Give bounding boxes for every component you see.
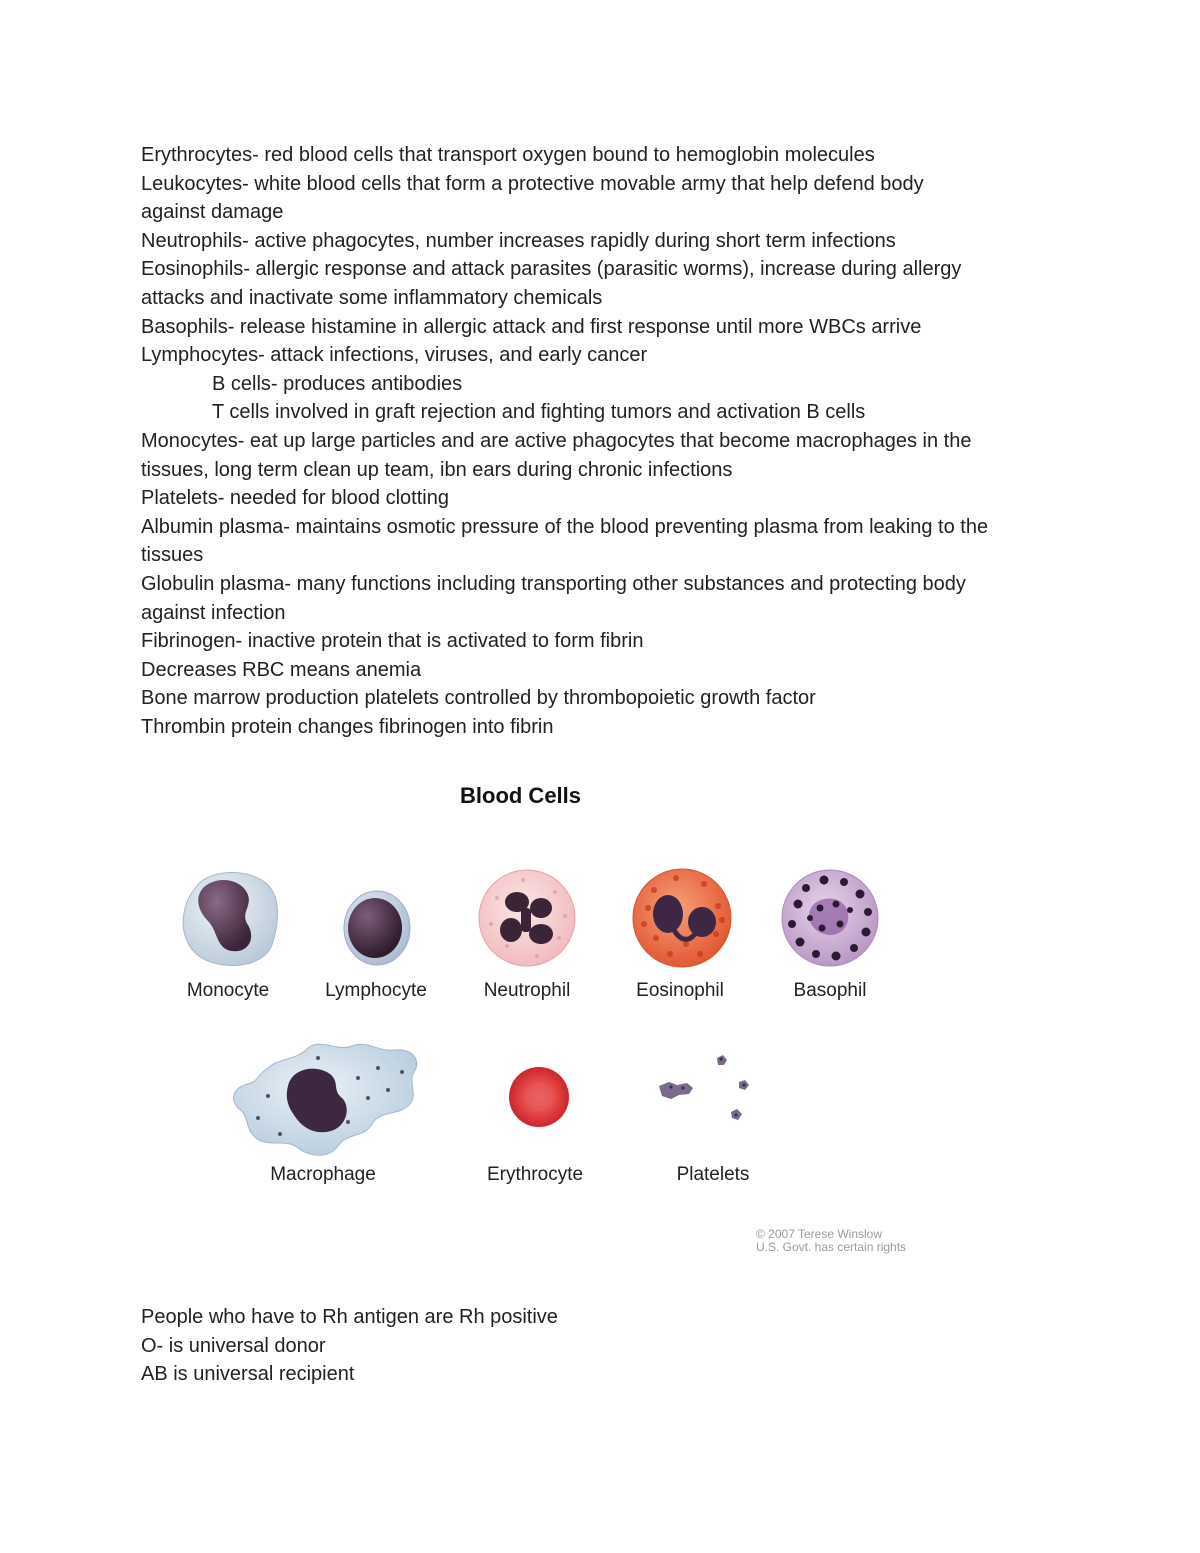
note-line: tissues, long term clean up team, ibn ears during chronic infections (141, 458, 733, 481)
note-line: Basophils- release histamine in allergic attack and first response until more WBCs arrive (141, 315, 922, 338)
platelets-illustration (655, 1052, 760, 1132)
footer-line: O- is universal donor (141, 1334, 326, 1357)
monocyte-label: Monocyte (186, 980, 270, 1001)
platelets-label: Platelets (676, 1164, 750, 1185)
note-line: against infection (141, 601, 286, 624)
note-line: against damage (141, 201, 284, 224)
footer-line: AB is universal recipient (141, 1363, 355, 1386)
basophil-label: Basophil (793, 980, 867, 1001)
erythrocyte-label: Erythrocyte (486, 1164, 584, 1185)
note-line: Neutrophils- active phagocytes, number increases rapidly during short term infections (141, 229, 896, 252)
note-line: Decreases RBC means anemia (141, 658, 422, 681)
note-line: Eosinophils- allergic response and attack parasites (parasitic worms), increase during allergy (141, 258, 962, 281)
note-line: Lymphocytes- attack infections, viruses, and early cancer (141, 344, 648, 367)
note-line: Leukocytes- white blood cells that form a protective movable army that help defend body (141, 172, 924, 195)
note-line: Thrombin protein changes fibrinogen into fibrin (141, 715, 554, 738)
neutrophil-label: Neutrophil (483, 980, 571, 1001)
figure-title: Blood Cells (460, 783, 582, 808)
note-line: Fibrinogen- inactive protein that is activated to form fibrin (141, 630, 644, 653)
credit-line: U.S. Govt. has certain rights (756, 1240, 907, 1254)
eosinophil-label: Eosinophil (636, 980, 724, 1001)
note-line: attacks and inactivate some inflammatory chemicals (141, 286, 603, 309)
note-line: Bone marrow production platelets controlled by thrombopoietic growth factor (141, 687, 816, 710)
footer-line: People who have to Rh antigen are Rh positive (141, 1306, 558, 1328)
erythrocyte-illustration (508, 1066, 570, 1128)
note-line: Erythrocytes- red blood cells that transport oxygen bound to hemoglobin molecules (141, 144, 875, 166)
macrophage-illustration (228, 1038, 423, 1163)
macrophage-label: Macrophage (270, 1164, 376, 1185)
note-line-indented: B cells- produces antibodies (212, 372, 463, 395)
note-line: Platelets- needed for blood clotting (141, 487, 449, 510)
basophil-illustration (780, 868, 880, 968)
blood-cells-figure (150, 770, 950, 1270)
copyright-credit (756, 1228, 906, 1254)
note-line: Monocytes- eat up large particles and are active phagocytes that become macrophages in the (141, 429, 972, 452)
credit-line: © 2007 Terese Winslow (756, 1227, 883, 1241)
note-line-indented: T cells involved in graft rejection and fighting tumors and activation B cells (212, 401, 866, 424)
notes-text (141, 141, 1101, 741)
footer-notes (141, 1303, 1041, 1389)
monocyte-illustration (178, 865, 282, 969)
eosinophil-illustration (630, 868, 734, 968)
lymphocyte-illustration (342, 888, 412, 968)
note-line: Albumin plasma- maintains osmotic pressure of the blood preventing plasma from leaking to the (141, 515, 989, 538)
note-line: Globulin plasma- many functions including transporting other substances and protecting body (141, 572, 966, 595)
neutrophil-illustration (477, 868, 577, 968)
lymphocyte-label: Lymphocyte (325, 980, 427, 1001)
note-line: tissues (141, 544, 204, 567)
